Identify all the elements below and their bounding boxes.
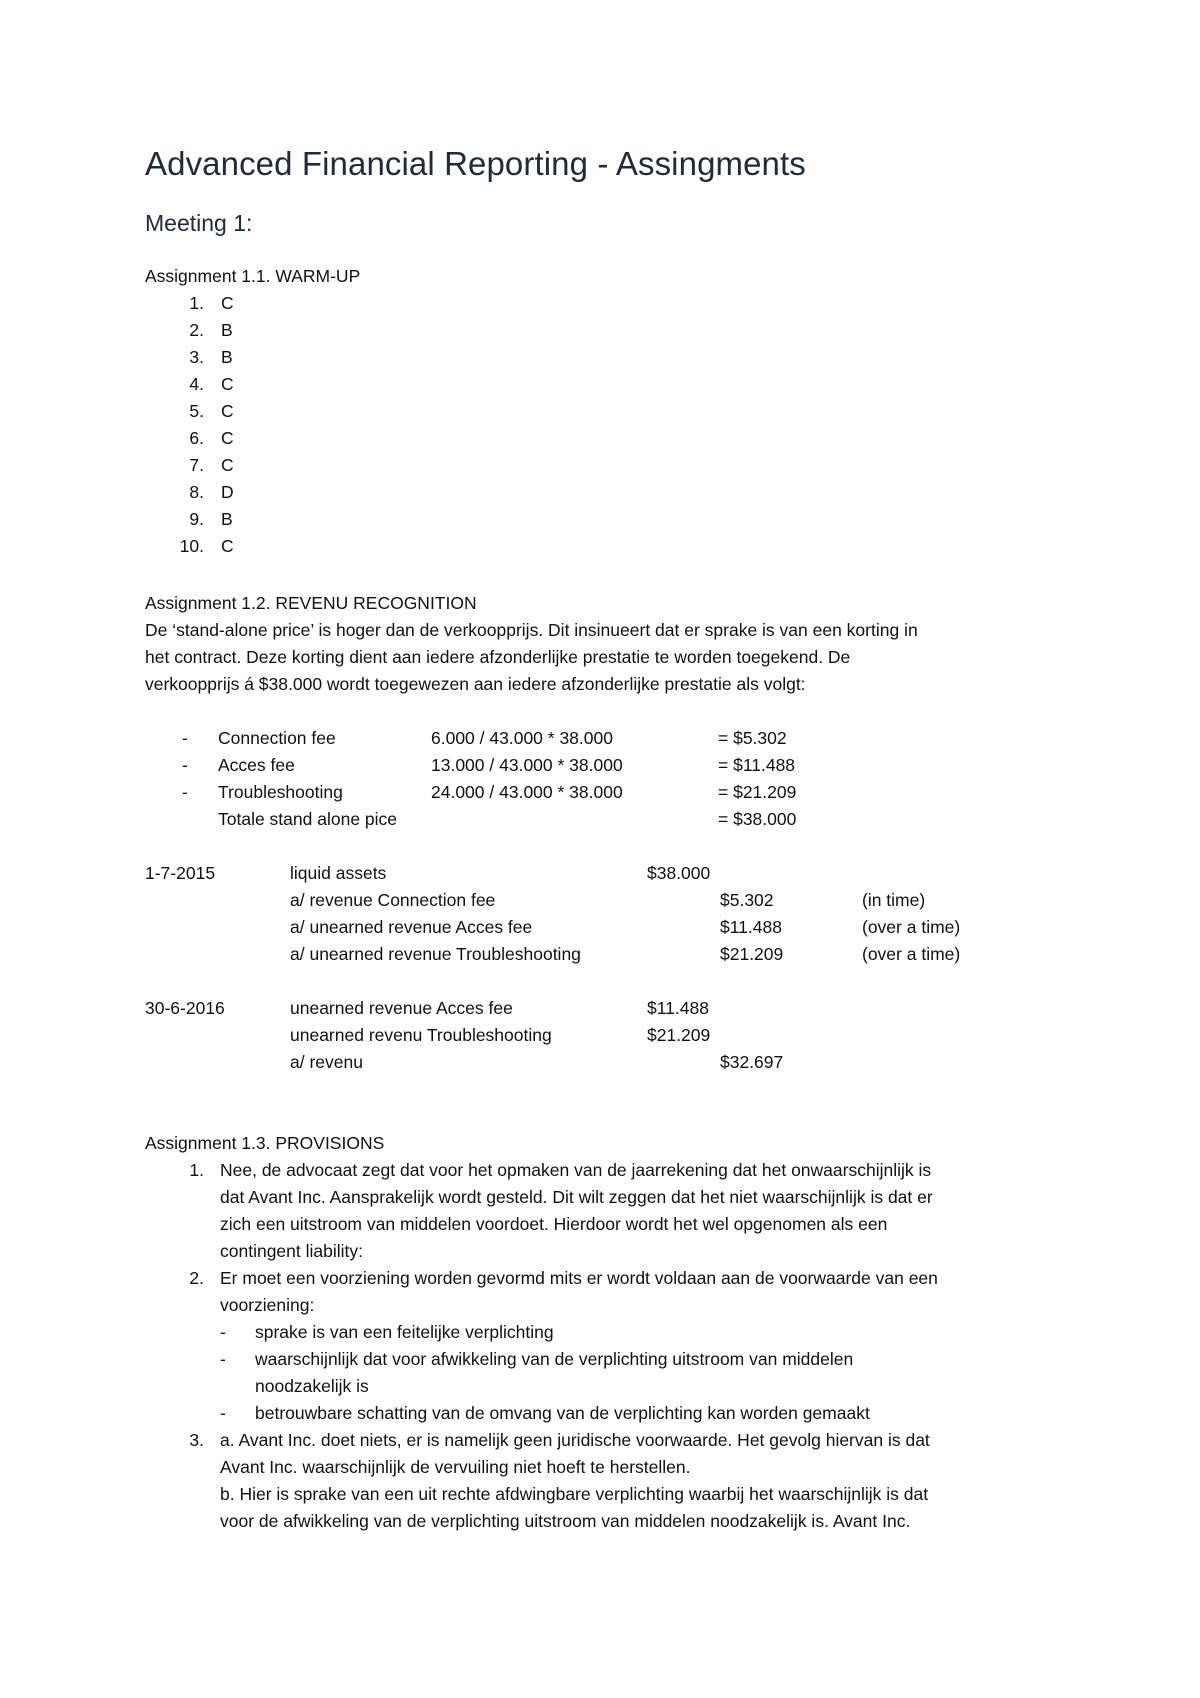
answer-value: B — [221, 320, 233, 340]
allocation-result: = $21.209 — [718, 782, 797, 802]
assignment-1-2-heading: Assignment 1.2. REVENU RECOGNITION — [145, 593, 477, 613]
allocation-calc: 24.000 / 43.000 * 38.000 — [431, 782, 623, 802]
allocation-result: = $11.488 — [718, 755, 796, 775]
bullet-dash: - — [182, 728, 188, 748]
journal-credit: $5.302 — [720, 890, 774, 910]
journal-credit: $32.697 — [720, 1052, 784, 1072]
bullet-line: betrouwbare schatting van de omvang van de verplichting kan worden gemaakt — [255, 1403, 870, 1423]
item-line: b. Hier is sprake van een uit rechte afdwingbare verplichting waarbij het waarschijnlijk is dat — [220, 1484, 929, 1504]
journal-account: liquid assets — [290, 863, 387, 883]
journal-account: unearned revenu Troubleshooting — [290, 1025, 552, 1045]
answer-number: 1. — [189, 293, 204, 313]
bullet-line: waarschijnlijk dat voor afwikkeling van de verplichting uitstroom van middelen — [255, 1349, 854, 1369]
journal-credit: $21.209 — [720, 944, 784, 964]
answer-value: C — [221, 374, 234, 394]
journal-date: 1-7-2015 — [145, 863, 216, 883]
answer-number: 4. — [189, 374, 204, 394]
answer-value: B — [221, 347, 233, 367]
answer-value: D — [221, 482, 234, 502]
paragraph-line: verkoopprijs á $38.000 wordt toegewezen aan iedere afzonderlijke prestatie als volgt: — [145, 674, 806, 694]
meeting-heading: Meeting 1: — [145, 210, 253, 236]
journal-account: a/ revenue Connection fee — [290, 890, 496, 910]
item-number: 1. — [189, 1160, 204, 1180]
bullet-dash: - — [220, 1349, 226, 1369]
journal-debit: $21.209 — [647, 1025, 711, 1045]
allocation-item: Acces fee — [218, 755, 295, 775]
item-number: 2. — [189, 1268, 204, 1288]
journal-debit: $38.000 — [647, 863, 711, 883]
journal-note: (over a time) — [862, 944, 961, 964]
item-line: voor de afwikkeling van de verplichting uitstroom van middelen noodzakelijk is. Avant Inc. — [220, 1511, 911, 1531]
page-title: Advanced Financial Reporting - Assingments — [145, 145, 806, 182]
allocation-calc: 13.000 / 43.000 * 38.000 — [431, 755, 623, 775]
paragraph-line: De ‘stand-alone price’ is hoger dan de verkoopprijs. Dit insinueert dat er sprake is van een korting in — [145, 620, 918, 640]
journal-account: a/ revenu — [290, 1052, 363, 1072]
bullet-dash: - — [182, 755, 188, 775]
item-line: contingent liability: — [220, 1241, 363, 1261]
bullet-dash: - — [220, 1322, 226, 1342]
bullet-dash: - — [220, 1403, 226, 1423]
answer-value: C — [221, 428, 234, 448]
allocation-result: = $38.000 — [718, 809, 797, 829]
journal-note: (in time) — [862, 890, 926, 910]
assignment-1-3-heading: Assignment 1.3. PROVISIONS — [145, 1133, 385, 1153]
journal-credit: $11.488 — [720, 917, 782, 937]
journal-note: (over a time) — [862, 917, 961, 937]
answer-number: 9. — [189, 509, 204, 529]
item-line: dat Avant Inc. Aansprakelijk wordt gesteld. Dit wilt zeggen dat het niet waarschijnlijk is dat er — [220, 1187, 933, 1207]
answer-number: 2. — [189, 320, 204, 340]
answer-value: C — [221, 401, 234, 421]
journal-account: a/ unearned revenue Acces fee — [290, 917, 533, 937]
item-number: 3. — [189, 1430, 204, 1450]
answer-value: B — [221, 509, 233, 529]
item-line: voorziening: — [220, 1295, 315, 1315]
answer-number: 8. — [189, 482, 204, 502]
allocation-item: Totale stand alone pice — [218, 809, 398, 829]
answer-value: C — [221, 455, 234, 475]
item-line: Er moet een voorziening worden gevormd mits er wordt voldaan aan de voorwaarde van een — [220, 1268, 938, 1288]
journal-account: unearned revenue Acces fee — [290, 998, 513, 1018]
allocation-item: Connection fee — [218, 728, 336, 748]
bullet-line: sprake is van een feitelijke verplichting — [255, 1322, 554, 1342]
answer-number: 6. — [189, 428, 204, 448]
answer-value: C — [221, 536, 234, 556]
journal-debit: $11.488 — [647, 998, 709, 1018]
answer-number: 3. — [189, 347, 204, 367]
item-line: Nee, de advocaat zegt dat voor het opmaken van de jaarrekening dat het onwaarschijnlijk is — [220, 1160, 932, 1180]
answer-number: 10. — [179, 536, 204, 556]
item-line: a. Avant Inc. doet niets, er is namelijk geen juridische voorwaarde. Het gevolg hiervan is dat — [220, 1430, 930, 1450]
journal-account: a/ unearned revenue Troubleshooting — [290, 944, 581, 964]
answer-number: 5. — [189, 401, 204, 421]
answer-number: 7. — [189, 455, 204, 475]
item-line: zich een uitstroom van middelen voordoet. Hierdoor wordt het wel opgenomen als een — [220, 1214, 888, 1234]
answer-value: C — [221, 293, 234, 313]
allocation-calc: 6.000 / 43.000 * 38.000 — [431, 728, 613, 748]
item-line: Avant Inc. waarschijnlijk de vervuiling niet hoeft te herstellen. — [220, 1457, 691, 1477]
journal-date: 30-6-2016 — [145, 998, 225, 1018]
bullet-dash: - — [182, 782, 188, 802]
allocation-item: Troubleshooting — [218, 782, 343, 802]
bullet-line: noodzakelijk is — [255, 1376, 369, 1396]
assignment-1-1-heading: Assignment 1.1. WARM-UP — [145, 266, 361, 286]
allocation-result: = $5.302 — [718, 728, 787, 748]
paragraph-line: het contract. Deze korting dient aan iedere afzonderlijke prestatie te worden toegekend. De — [145, 647, 851, 667]
